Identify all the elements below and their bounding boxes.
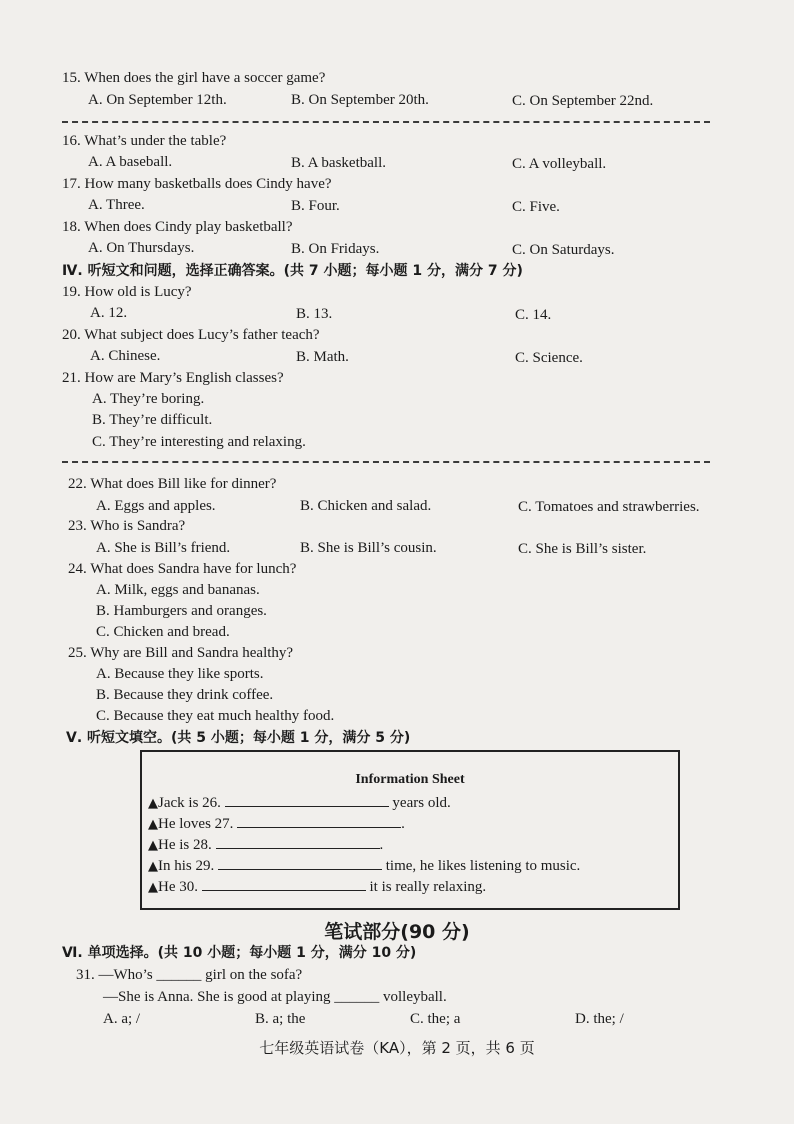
information-sheet-title: Information Sheet xyxy=(355,772,465,787)
page-footer: 七年级英语试卷（KA），第 2 页，共 6 页 xyxy=(259,1039,535,1057)
section-divider xyxy=(62,461,710,463)
info-row-suffix: . xyxy=(401,816,405,832)
information-sheet-box xyxy=(140,750,680,910)
option-18a: A. On Thursdays. xyxy=(88,240,195,256)
option-15a: A. On September 12th. xyxy=(88,92,227,108)
info-row-28 xyxy=(148,834,383,855)
question-18: 18. When does Cindy play basketball? xyxy=(62,219,293,235)
option-16b: B. A basketball. xyxy=(291,155,386,171)
question-16: 16. What’s under the table? xyxy=(62,133,227,149)
option-24c: C. Chicken and bread. xyxy=(96,624,230,640)
option-20c: C. Science. xyxy=(515,350,583,366)
option-21b: B. They’re difficult. xyxy=(92,412,213,428)
info-row-26 xyxy=(148,792,451,813)
option-18b: B. On Fridays. xyxy=(291,241,380,257)
question-25: 25. Why are Bill and Sandra healthy? xyxy=(68,645,294,661)
option-21c: C. They’re interesting and relaxing. xyxy=(92,434,306,450)
question-21: 21. How are Mary’s English classes? xyxy=(62,370,284,386)
info-row-29 xyxy=(148,855,580,876)
triangle-bullet-icon: ▲ xyxy=(148,859,158,874)
option-24b: B. Hamburgers and oranges. xyxy=(96,603,267,619)
question-23: 23. Who is Sandra? xyxy=(68,518,186,534)
section-4-instruction: Ⅳ. 听短文和问题，选择正确答案。(共 7 小题；每小题 1 分，满分 7 分) xyxy=(62,263,523,279)
option-19b: B. 13. xyxy=(296,306,333,322)
option-22a: A. Eggs and apples. xyxy=(96,498,216,514)
option-17c: C. Five. xyxy=(512,199,560,215)
option-19c: C. 14. xyxy=(515,307,552,323)
option-31b: B. a; the xyxy=(255,1011,306,1027)
question-17: 17. How many basketballs does Cindy have? xyxy=(62,176,332,192)
question-31-line2: —She is Anna. She is good at playing ______ volleyball. xyxy=(103,989,447,1005)
triangle-bullet-icon: ▲ xyxy=(148,880,158,895)
option-22b: B. Chicken and salad. xyxy=(300,498,432,514)
option-21a: A. They’re boring. xyxy=(92,391,205,407)
question-24: 24. What does Sandra have for lunch? xyxy=(68,561,297,577)
option-23a: A. She is Bill’s friend. xyxy=(96,540,231,556)
info-row-suffix: years old. xyxy=(392,795,451,811)
option-31c: C. the; a xyxy=(410,1011,461,1027)
option-20b: B. Math. xyxy=(296,349,349,365)
question-20: 20. What subject does Lucy’s father teach? xyxy=(62,327,320,343)
section-5-instruction: Ⅴ. 听短文填空。(共 5 小题；每小题 1 分，满分 5 分) xyxy=(66,730,411,746)
option-15c: C. On September 22nd. xyxy=(512,93,654,109)
option-15b: B. On September 20th. xyxy=(291,92,429,108)
option-18c: C. On Saturdays. xyxy=(512,242,615,258)
triangle-bullet-icon: ▲ xyxy=(148,796,158,811)
option-22c: C. Tomatoes and strawberries. xyxy=(518,499,700,515)
info-row-suffix: it is really relaxing. xyxy=(369,879,487,895)
option-23b: B. She is Bill’s cousin. xyxy=(300,540,437,556)
info-row-label: He is 28. xyxy=(158,837,212,853)
option-20a: A. Chinese. xyxy=(90,348,161,364)
section-6-instruction: Ⅵ. 单项选择。(共 10 小题；每小题 1 分，满分 10 分) xyxy=(62,945,417,961)
option-17a: A. Three. xyxy=(88,197,145,213)
answer-blank-26[interactable] xyxy=(225,792,389,807)
option-23c: C. She is Bill’s sister. xyxy=(518,541,647,557)
answer-blank-28[interactable] xyxy=(216,834,380,849)
question-31: 31. —Who’s ______ girl on the sofa? xyxy=(76,967,303,983)
answer-blank-30[interactable] xyxy=(202,876,366,891)
option-16a: A. A baseball. xyxy=(88,154,173,170)
option-19a: A. 12. xyxy=(90,305,128,321)
answer-blank-27[interactable] xyxy=(237,813,401,828)
option-25a: A. Because they like sports. xyxy=(96,666,264,682)
option-16c: C. A volleyball. xyxy=(512,156,607,172)
written-part-heading: 笔试部分(90 分) xyxy=(324,921,470,943)
answer-blank-29[interactable] xyxy=(218,855,382,870)
question-15: 15. When does the girl have a soccer game? xyxy=(62,70,326,86)
info-row-label: He 30. xyxy=(158,879,198,895)
option-25c: C. Because they eat much healthy food. xyxy=(96,708,335,724)
info-row-27 xyxy=(148,813,405,834)
info-row-suffix: . xyxy=(379,837,384,853)
option-24a: A. Milk, eggs and bananas. xyxy=(96,582,260,598)
option-31a: A. a; / xyxy=(103,1011,141,1027)
info-row-suffix: time, he likes listening to music. xyxy=(385,858,581,874)
question-22: 22. What does Bill like for dinner? xyxy=(68,476,277,492)
info-row-label: He loves 27. xyxy=(158,816,234,832)
triangle-bullet-icon: ▲ xyxy=(148,817,158,832)
section-divider xyxy=(62,121,710,123)
option-31d: D. the; / xyxy=(575,1011,624,1027)
option-17b: B. Four. xyxy=(291,198,340,214)
question-19: 19. How old is Lucy? xyxy=(62,284,192,300)
info-row-label: In his 29. xyxy=(158,858,215,874)
triangle-bullet-icon: ▲ xyxy=(148,838,158,853)
info-row-label: Jack is 26. xyxy=(158,795,221,811)
info-row-30 xyxy=(148,876,486,897)
option-25b: B. Because they drink coffee. xyxy=(96,687,274,703)
